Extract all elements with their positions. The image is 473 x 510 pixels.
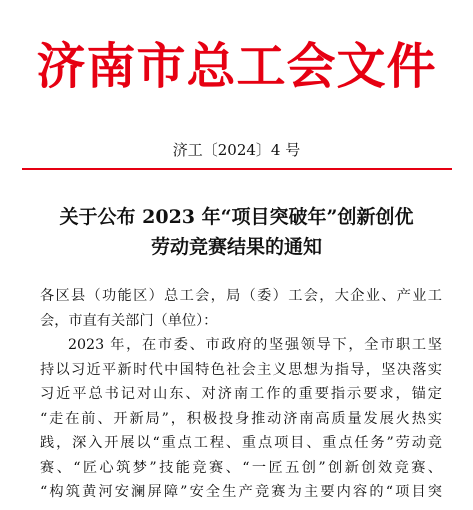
document-number: 济工〔2024〕4 号 bbox=[172, 141, 301, 159]
document-title-line-1: 关于公布 2023 年“项目突破年”创新创优 bbox=[59, 206, 414, 228]
paragraph-line-3: 习近平总书记对山东、对济南工作的重要指示要求，锚定 bbox=[40, 386, 442, 402]
document-title bbox=[0, 202, 473, 262]
addressee-line-1: 各区县（功能区）总工会，局（委）工会，大企业、产业工 bbox=[40, 288, 442, 304]
paragraph-line-6: 赛、“匠心筑梦”技能竞赛、“一匠五创”创新创效竞赛、 bbox=[40, 459, 442, 476]
document-title-line-2: 劳动竞赛结果的通知 bbox=[150, 236, 322, 258]
document-header-title: 济南市总工会文件 bbox=[36, 37, 437, 95]
paragraph-line-1: 2023 年，在市委、市政府的坚强领导下，全市职工坚 bbox=[68, 337, 442, 353]
document-body bbox=[40, 284, 442, 505]
addressee-line-2: 会，市直有关部门（单位）： bbox=[40, 312, 218, 329]
paragraph-line-7: “构筑黄河安澜屏障”安全生产竞赛为主要内容的“项目突 bbox=[40, 484, 442, 500]
paragraph-line-5: 践，深入开展以“重点工程、重点项目、重点任务”劳动竞 bbox=[40, 435, 442, 451]
paragraph-line-2: 持以习近平新时代中国特色社会主义思想为指导，坚决落实 bbox=[40, 361, 442, 378]
paragraph-line-4: “走在前、开新局”，积极投身推动济南高质量发展火热实 bbox=[40, 410, 442, 427]
red-divider-rule bbox=[22, 168, 452, 170]
